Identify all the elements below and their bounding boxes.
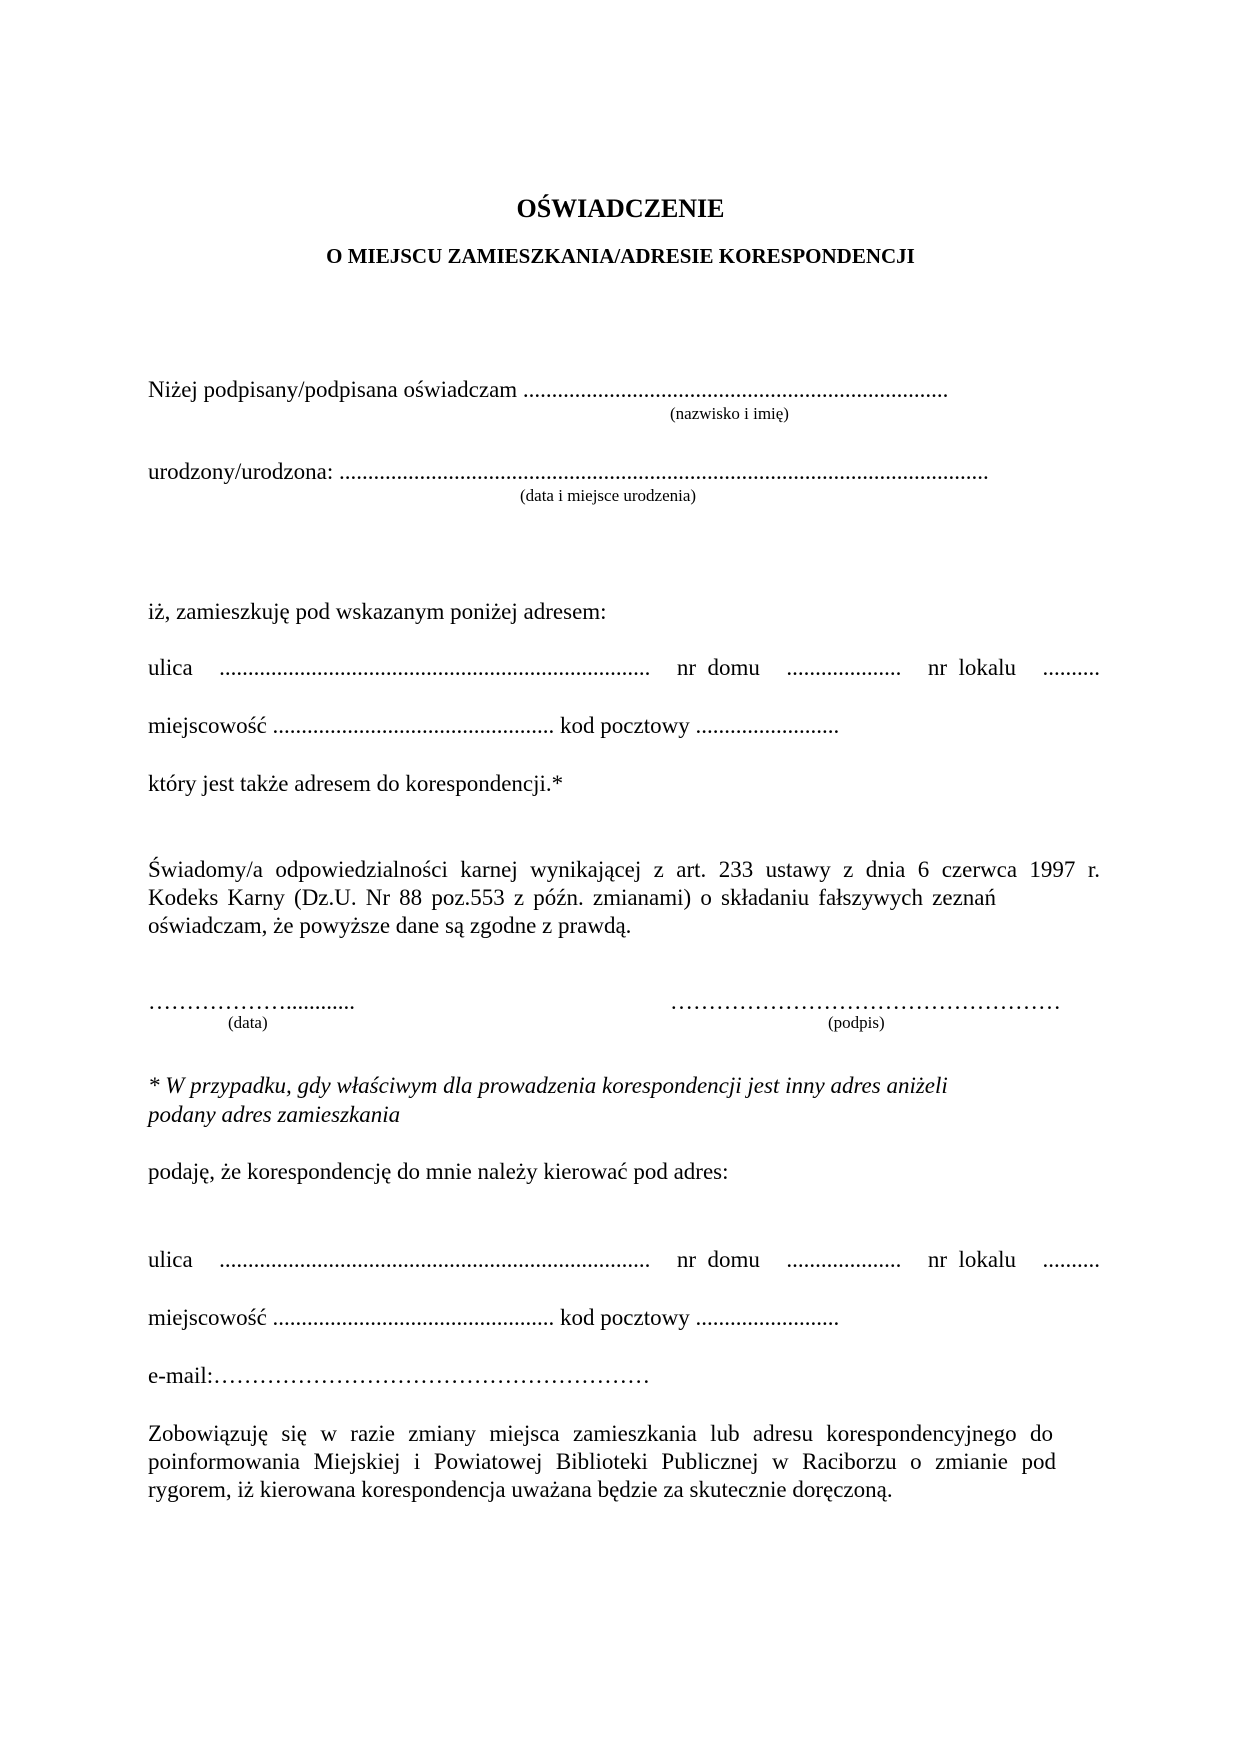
signature-field[interactable]: …………………………………………… xyxy=(670,989,1061,1014)
street-field[interactable]: ........................................................................... xyxy=(219,655,651,680)
residence-city-postcode-line[interactable]: miejscowość ................................................. kod pocztowy ......................... xyxy=(148,713,840,738)
corr-street-field[interactable]: ........................................................................... xyxy=(219,1247,651,1272)
date-caption: (data) xyxy=(228,1013,268,1032)
birth-field-line[interactable]: urodzony/urodzona: ................................................................................................................. xyxy=(148,459,989,484)
birth-caption: (data i miejsce urodzenia) xyxy=(520,486,697,505)
date-field[interactable]: ………………............ xyxy=(148,989,355,1014)
statement-line-1: Świadomy/a odpowiedzialności karnej wynikającej z art. 233 ustawy z dnia 6 czerwca 1997 r. xyxy=(148,857,1100,882)
statement-line-2: Kodeks Karny (Dz.U. Nr 88 poz.553 z późn. zmianami) o składaniu fałszywych zeznań xyxy=(148,885,996,910)
residence-street-row xyxy=(148,656,1100,679)
flat-number-field[interactable]: .......... xyxy=(1042,655,1100,680)
signature-caption: (podpis) xyxy=(828,1013,885,1032)
footnote-line-1: * W przypadku, gdy właściwym dla prowadzenia korespondencji jest inny adres aniżeli xyxy=(148,1073,948,1098)
name-caption: (nazwisko i imię) xyxy=(670,404,789,423)
house-number-field[interactable]: .................... xyxy=(786,655,902,680)
correspondence-city-postcode-line[interactable]: miejscowość ................................................. kod pocztowy ......................... xyxy=(148,1305,840,1330)
statement-line-3: oświadczam, że powyższe dane są zgodne z prawdą. xyxy=(148,913,632,938)
corr-house-number-label: nr domu xyxy=(676,1247,760,1272)
corr-street-label: ulica xyxy=(148,1247,193,1272)
house-number-label: nr domu xyxy=(676,655,760,680)
corr-flat-number-label: nr lokalu xyxy=(927,1247,1016,1272)
correspondence-street-row xyxy=(148,1248,1100,1271)
residence-intro: iż, zamieszkuję pod wskazanym poniżej adresem: xyxy=(148,599,607,624)
obligation-line-1: Zobowiązuję się w razie zmiany miejsca zamieszkania lub adresu korespondencyjnego do xyxy=(148,1421,1053,1446)
obligation-line-3: rygorem, iż kierowana korespondencja uważana będzie za skutecznie doręczoną. xyxy=(148,1477,893,1502)
name-field-line[interactable]: Niżej podpisany/podpisana oświadczam .......................................................................... xyxy=(148,377,949,402)
residence-note: który jest także adresem do korespondencji.* xyxy=(148,771,564,796)
street-label: ulica xyxy=(148,655,193,680)
corr-house-number-field[interactable]: .................... xyxy=(786,1247,902,1272)
correspondence-intro: podaję, że korespondencję do mnie należy kierować pod adres: xyxy=(148,1159,729,1184)
flat-number-label: nr lokalu xyxy=(927,655,1016,680)
corr-flat-number-field[interactable]: .......... xyxy=(1042,1247,1100,1272)
footnote-line-2: podany adres zamieszkania xyxy=(148,1102,401,1127)
document-subtitle: O MIEJSCU ZAMIESZKANIA/ADRESIE KORESPONDENCJI xyxy=(326,244,915,268)
document-title: OŚWIADCZENIE xyxy=(516,194,725,223)
obligation-line-2: poinformowania Miejskiej i Powiatowej Biblioteki Publicznej w Raciborzu o zmianie pod xyxy=(148,1449,1056,1474)
email-field-line[interactable]: e-mail:………………………………………………… xyxy=(148,1363,651,1388)
